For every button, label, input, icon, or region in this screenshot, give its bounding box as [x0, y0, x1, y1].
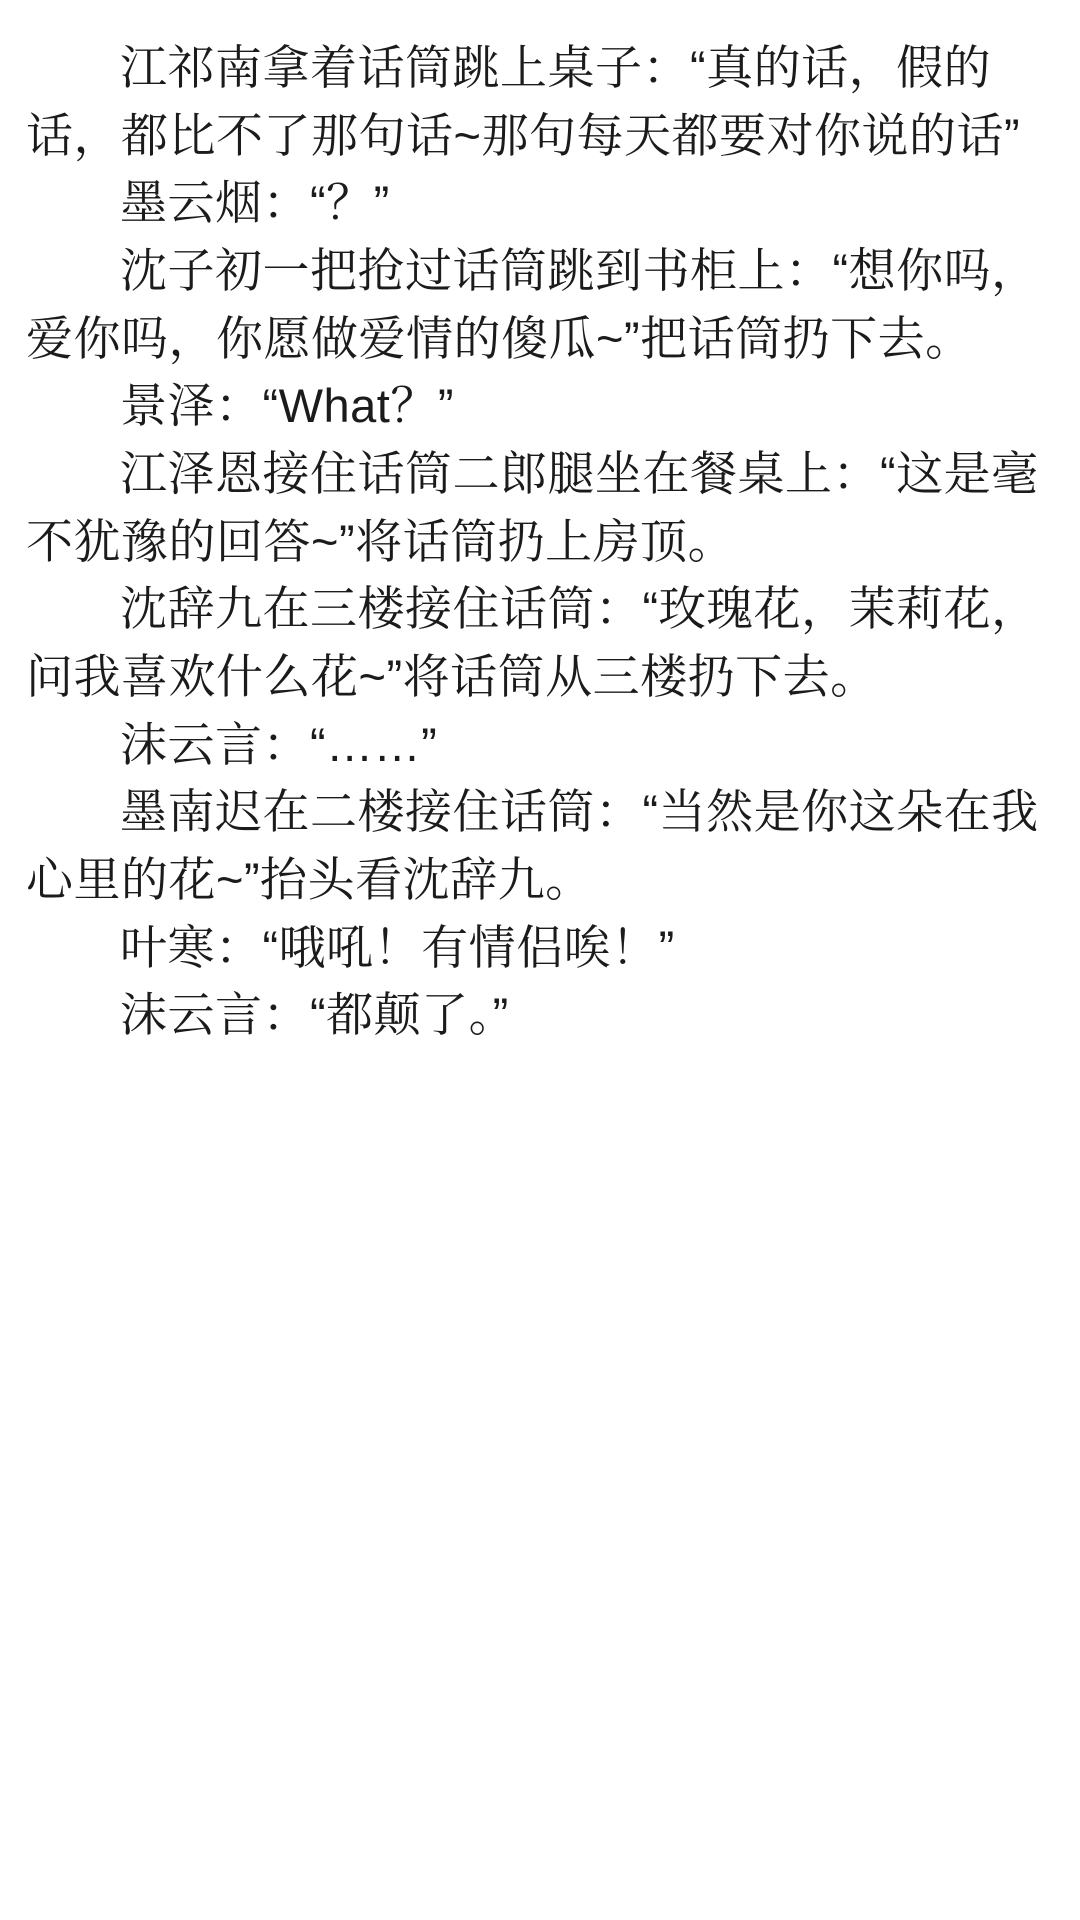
paragraph: 江泽恩接住话筒二郎腿坐在餐桌上：“这是毫不犹豫的回答~”将话筒扔上房顶。 — [26, 447, 1039, 568]
paragraph: 景泽：“What？” — [120, 379, 454, 433]
paragraph: 墨南迟在二楼接住话筒：“当然是你这朵在我心里的花~”抬头看沈辞九。 — [26, 785, 1039, 907]
paragraph: 沫云言：“都颠了。” — [120, 988, 509, 1042]
paragraph: 墨云烟：“？” — [120, 176, 390, 230]
paragraph: 沈子初一把抢过话筒跳到书柜上：“想你吗，爱你吗，你愿做爱情的傻瓜~”把话筒扔下去。 — [26, 244, 1039, 365]
paragraph: 沫云言：“……” — [120, 717, 438, 771]
paragraph: 沈辞九在三楼接住话筒：“玫瑰花，茉莉花，问我喜欢什么花~”将话筒从三楼扔下去。 — [26, 582, 1039, 704]
paragraph: 江祁南拿着话筒跳上桌子：“真的话，假的话，都比不了那句话~那句每天都要对你说的话” — [26, 41, 1021, 162]
paragraph: 叶寒：“哦吼！有情侣唉！” — [120, 920, 675, 974]
